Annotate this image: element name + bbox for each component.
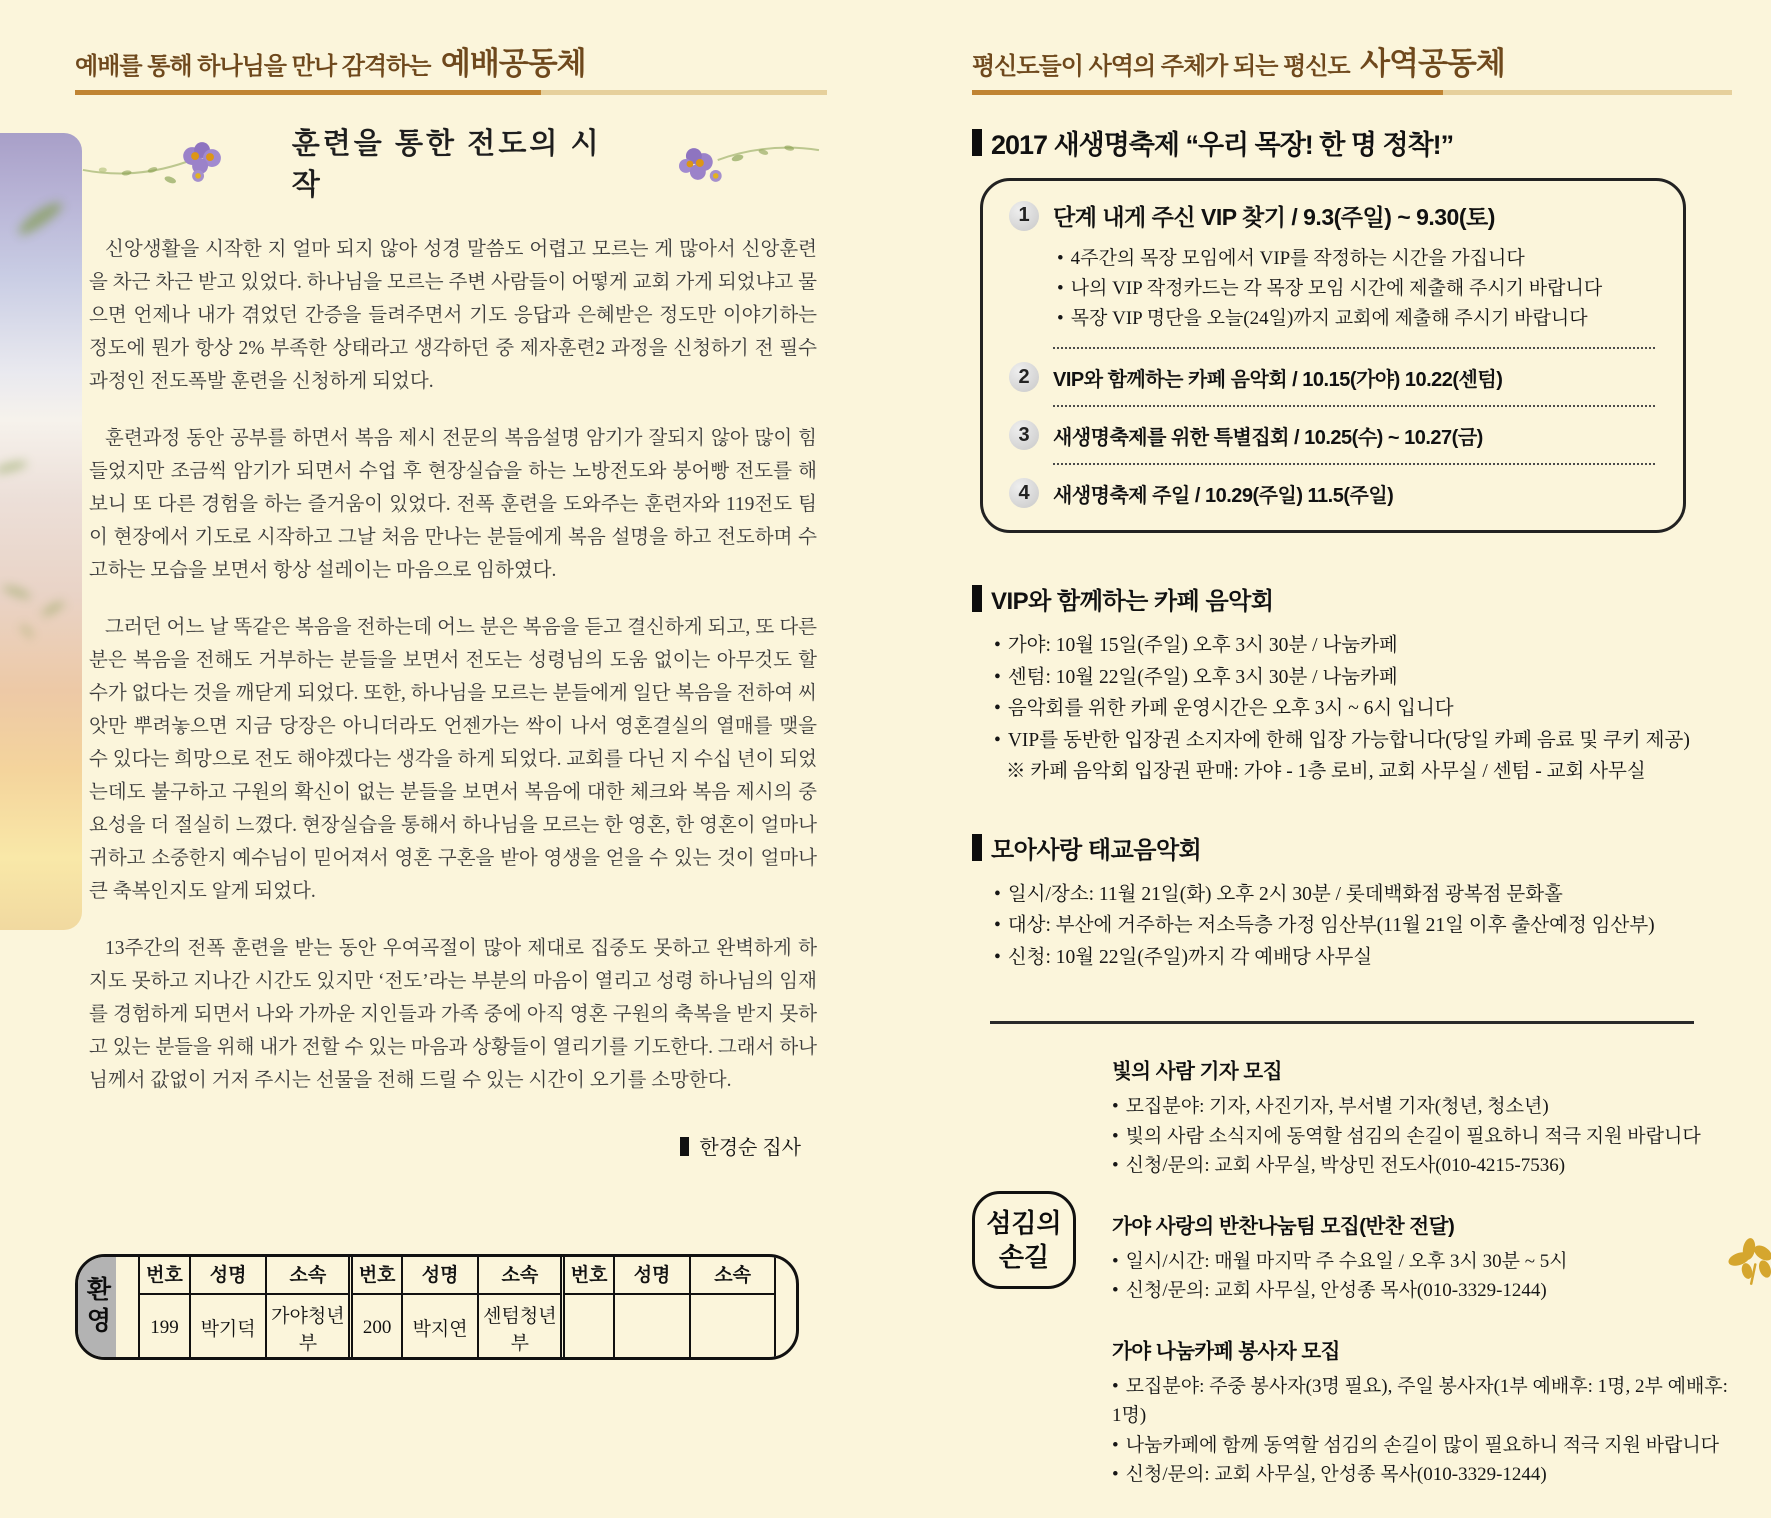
prenatal-concert-section	[972, 830, 1732, 974]
bullet-line: • 신청/문의: 교회 사무실, 안성종 목사(010-3329-1244)	[1112, 1276, 1732, 1306]
article-byline	[75, 1131, 801, 1160]
article-title-row	[75, 121, 827, 203]
welcome-table	[138, 1254, 776, 1360]
byline-bar-icon	[680, 1137, 689, 1156]
festival-item-4	[1009, 478, 1657, 508]
col-header: 성명	[614, 1254, 690, 1294]
col-header: 번호	[139, 1254, 190, 1294]
blurred-leaf-decoration	[0, 459, 28, 476]
cell-name: 박기덕	[190, 1294, 266, 1361]
article-paragraph: 신앙생활을 시작한 지 얼마 되지 않아 성경 말씀도 어렵고 모르는 게 많아서 신앙훈련을 차근 차근 받고 있었다. 하나님을 모르는 주변 사람들이 어떻게 교회 가게 되었냐고 물으면 언제나 내가 겪었던 간증을 들려주면서 기도 응답과 은혜받은 정도만 이야기하는 정도에 뭔가 항상 2% 부족한 상태라고 생각하던 중 제자훈련2 과정을 신청하기 전 필수 과정인 전도폭발 훈련을 신청하게 되었다.	[89, 239, 817, 392]
col-header: 번호	[563, 1254, 614, 1294]
welcome-table-wrap	[116, 1257, 796, 1357]
left-page-header	[75, 38, 827, 83]
bullet-line: • VIP를 동반한 입장권 소지자에 한해 입장 가능합니다(당일 카페 음료 및 쿠키 제공)	[994, 725, 1732, 757]
col-header: 소속	[266, 1254, 351, 1294]
cell-group	[690, 1294, 775, 1361]
recruit-side-dish-team	[1112, 1209, 1732, 1306]
step-number-badge: 2	[1009, 362, 1039, 392]
flower-decoration-icon	[678, 136, 827, 188]
bullet-line: • 음악회를 위한 카페 운영시간은 오후 3시 ~ 6시 입니다	[994, 693, 1732, 725]
cafe-concert-title: VIP와 함께하는 카페 음악회	[991, 588, 1274, 615]
gold-leaf-decoration-icon	[1723, 1237, 1771, 1293]
step-number-badge: 3	[1009, 420, 1039, 450]
bullet-line: • 나눔카페에 함께 동역할 섬김의 손길이 많이 필요하니 적극 지원 바랍니다	[1112, 1431, 1732, 1461]
recruit-reporters	[1112, 1054, 1732, 1181]
welcome-header-row	[139, 1254, 775, 1294]
bullet-line: • 신청/문의: 교회 사무실, 박상민 전도사(010-4215-7536)	[1112, 1151, 1732, 1181]
festival-item-bullets	[1057, 244, 1657, 334]
left-header-rule	[75, 90, 827, 95]
right-header-prefix: 평신도들이 사역의 주체가 되는 평신도	[972, 53, 1350, 80]
right-header-rule	[972, 90, 1732, 95]
flower-decoration-icon	[75, 136, 244, 188]
recruit-cafe-volunteers	[1112, 1334, 1732, 1490]
dotted-separator	[1053, 347, 1655, 349]
bullet-line: • 나의 VIP 작정카드는 각 목장 모임 시간에 제출해 주시기 바랍니다	[1057, 274, 1657, 304]
bullet-line: • 신청: 10월 22일(주일)까지 각 예배당 사무실	[994, 942, 1732, 974]
blurred-leaf-decoration	[2, 583, 33, 601]
heading-bar-icon	[972, 834, 982, 861]
article-paragraph: 13주간의 전폭 훈련을 받는 동안 우여곡절이 많아 제대로 집중도 못하고 완벽하게 하지도 못하고 지나간 시간도 있지만 ‘전도’라는 부분의 마음이 열리고 성령 하나님의 임재를 경험하게 되면서 나와 가까운 지인들과 가족 중에 아직 영혼 구원의 축복을 받지 못하고 있는 분들을 위해 내가 전할 수 있는 마음과 상황들이 열리기를 기도한다. 그래서 하나님께서 값없이 거저 주시는 선물을 전해 드릴 수 있는 시간이 오기를 소망한다.	[89, 938, 817, 1091]
festival-item-3	[1009, 420, 1657, 450]
festival-item-title: 새생명축제를 위한 특별집회 / 10.25(수) ~ 10.27(금)	[1053, 426, 1483, 449]
bullet-line: • 일시/시간: 매월 마지막 주 수요일 / 오후 3시 30분 ~ 5시	[1112, 1247, 1732, 1277]
col-header: 성명	[402, 1254, 478, 1294]
recruit-title: 가야 사랑의 반찬나눔팀 모집(반찬 전달)	[1112, 1214, 1455, 1238]
welcome-box	[75, 1254, 799, 1360]
article-body	[75, 233, 827, 1097]
bullet-line: • 모집분야: 주중 봉사자(3명 필요), 주일 봉사자(1부 예배후: 1명, 2부 예배후: 1명)	[1112, 1372, 1732, 1431]
blurred-leaf-decoration	[19, 623, 36, 640]
note-line: ※ 카페 음악회 입장권 판매: 가야 - 1층 로비, 교회 사무실 / 센텀 - 교회 사무실	[1006, 761, 1646, 782]
bullet-line: • 목장 VIP 명단을 오늘(24일)까지 교회에 제출해 주시기 바랍니다	[1057, 304, 1657, 334]
step-number-badge: 4	[1009, 478, 1039, 508]
prenatal-concert-title: 모아사랑 태교음악회	[991, 836, 1202, 864]
cell-name: 박지연	[402, 1294, 478, 1361]
festival-section-heading	[972, 123, 1732, 162]
left-header-emphasis: 예배공동체	[440, 46, 586, 81]
article-paragraph: 훈련과정 동안 공부를 하면서 복음 제시 전문의 복음설명 암기가 잘되지 않아 많이 힘들었지만 조금씩 암기가 되면서 수업 후 현장실습을 하는 노방전도와 붕어빵 전도를 해보니 또 다른 경험을 하는 즐거움이 있었다. 전폭 훈련을 도와주는 훈련자와 119전도 팀이 현장에서 기도로 시작하고 그날 처음 만나는 분들에게 복음 설명을 하고 전도하며 수고하는 모습을 보면서 항상 설레이는 마음으로 임하였다.	[89, 428, 817, 581]
bullet-line: • 4주간의 목장 모임에서 VIP를 작정하는 시간을 가집니다	[1057, 244, 1657, 274]
bullet-line: • 빛의 사람 소식지에 동역할 섬김의 손길이 필요하니 적극 지원 바랍니다	[1112, 1122, 1732, 1152]
badge-line: 섬김의	[986, 1208, 1062, 1238]
bullet-line: • 가야: 10월 15일(주일) 오후 3시 30분 / 나눔카페	[994, 630, 1732, 662]
cell-name	[614, 1294, 690, 1361]
festival-item-title: VIP와 함께하는 카페 음악회 / 10.15(가야) 10.22(센텀)	[1053, 368, 1503, 391]
cell-number: 199	[139, 1294, 190, 1361]
blurred-leaf-decoration	[40, 599, 66, 618]
cell-number	[563, 1294, 614, 1361]
festival-item-1	[1009, 199, 1657, 232]
section-divider	[990, 1021, 1694, 1024]
serving-hands-badge	[972, 1191, 1076, 1289]
heading-bar-icon	[972, 585, 982, 612]
right-header-emphasis: 사역공동체	[1360, 46, 1505, 81]
bullet-line: • 대상: 부산에 거주하는 저소득층 가정 임산부(11월 21일 이후 출산예정 임산부)	[994, 910, 1732, 942]
festival-schedule-box	[980, 178, 1686, 533]
recruit-title: 빛의 사람 기자 모집	[1112, 1060, 1283, 1083]
cell-number: 200	[351, 1294, 402, 1361]
left-header-prefix: 예배를 통해 하나님을 만나 감격하는	[75, 53, 431, 80]
bullet-line: • 신청/문의: 교회 사무실, 안성종 목사(010-3329-1244)	[1112, 1460, 1732, 1490]
dotted-separator	[1053, 463, 1655, 465]
festival-item-title: 단계 내게 주신 VIP 찾기 / 9.3(주일) ~ 9.30(토)	[1053, 204, 1495, 230]
col-header: 소속	[690, 1254, 775, 1294]
cell-group: 가야청년부	[266, 1294, 351, 1361]
bullet-line: • 센텀: 10월 22일(주일) 오후 3시 30분 / 나눔카페	[994, 662, 1732, 694]
welcome-data-row	[139, 1294, 775, 1361]
step-number-badge: 1	[1009, 201, 1039, 231]
dotted-separator	[1053, 405, 1655, 407]
badge-line: 손길	[998, 1242, 1050, 1272]
recruit-title: 가야 나눔카페 봉사자 모집	[1112, 1339, 1340, 1363]
cafe-concert-section	[972, 581, 1732, 788]
byline-name: 한경순 집사	[699, 1137, 801, 1159]
right-page	[972, 38, 1732, 1518]
heading-bar-icon	[972, 129, 982, 156]
col-header: 성명	[190, 1254, 266, 1294]
festival-title: 2017 새생명축제 “우리 목장! 한 명 정착!”	[991, 130, 1454, 160]
article-paragraph: 그러던 어느 날 똑같은 복음을 전하는데 어느 분은 복음을 듣고 결신하게 되고, 또 다른 분은 복음을 전해도 거부하는 분들을 보면서 전도는 성령님의 도움 없이는 아무것도 할 수가 없다는 것을 깨닫게 되었다. 또한, 하나님을 모르는 분들에게 일단 복음을 전하여 씨앗만 뿌려놓으면 지금 당장은 아니더라도 언젠가는 싹이 나서 영혼결실의 열매를 맺을 수 있다는 희망으로 전도 해야겠다는 생각을 하게 되었다. 교회를 다닌 지 수십 년이 되었는데도 불구하고 구원의 확신이 없는 분들을 보면서 복음에 대한 체크와 복음 제시의 중요성을 더 절실히 느꼈다. 현장실습을 통해서 하나님을 모르는 한 영혼, 한 영혼이 얼마나 귀하고 소중한지 예수님이 믿어져서 영혼 구혼을 받아 영생을 얻을 수 있는 것이 얼마나 큰 축복인지도 알게 되었다.	[89, 617, 817, 902]
col-header: 번호	[351, 1254, 402, 1294]
bullet-line: • 일시/장소: 11월 21일(화) 오후 2시 30분 / 롯데백화점 광복점 문화홀	[994, 879, 1732, 911]
festival-item-2	[1009, 362, 1657, 392]
right-page-header	[972, 38, 1732, 83]
bullet-line: • 모집분야: 기자, 사진기자, 부서별 기자(청년, 청소년)	[1112, 1092, 1732, 1122]
cell-group: 센텀청년부	[478, 1294, 563, 1361]
left-page	[75, 38, 827, 1360]
recruit-area	[972, 1054, 1732, 1490]
welcome-label: 환영	[78, 1257, 116, 1357]
festival-item-title: 새생명축제 주일 / 10.29(주일) 11.5(주일)	[1053, 484, 1394, 507]
article-title: 훈련을 통한 전도의 시작	[291, 128, 602, 201]
blurred-leaf-decoration	[15, 197, 66, 238]
col-header: 소속	[478, 1254, 563, 1294]
side-photo-strip	[0, 133, 82, 930]
